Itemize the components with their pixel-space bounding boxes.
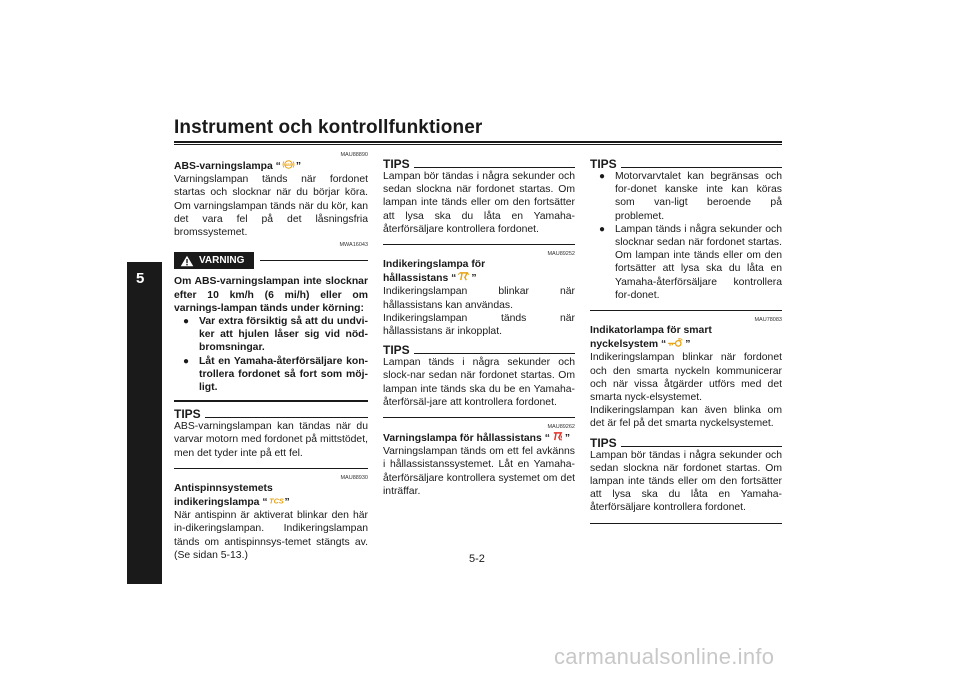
tips-label: TIPS [590,157,617,171]
warning-bullet [180,315,368,355]
tcs-heading-line1: Antispinnsystemets [174,482,273,494]
tips-body: Lampan bör tändas i några sekunder och sedan slockna när fordonet startas. Om lampan inte tänds eller om den fortsätter att lysa ska du låta en Yamaha-återförsäljare kontrollera fordonet. [383,171,575,235]
hold-body-2: Indikeringslampan tänds när hållassistans är inkopplat. [383,312,575,338]
warning-rule [260,260,368,261]
tips-header [590,158,782,170]
header-rule-thin [174,144,782,145]
bullet-dot-icon: ● [183,316,190,328]
bullet-dot-icon: ● [599,171,606,182]
hold-heading-line1: Indikeringslampa för [383,259,486,271]
tcs-heading-text: indikeringslampa “ [174,497,268,509]
smartkey-heading-text: nyckelsystem “ [590,339,667,351]
hold-assist-warning-icon [551,431,564,442]
tips-end-rule [383,244,575,245]
hold-heading-close: ” [471,273,477,285]
tips-rule [414,167,575,168]
tips-body: Lampan tänds i några sekunder och slock-nar sedan när fordonet startas. Om lampan inte tänds ska du be en Yamaha-återförsäl-jare att kontrollera fordonet. [383,357,575,408]
tips-rule [205,417,368,418]
tips-end-rule [590,523,782,524]
hold-body-1: Indikeringslampan blinkar när hållassistans kan användas. [383,286,575,311]
warning-code: MWA16043 [339,242,368,249]
chapter-number: 5 [136,270,145,287]
tips-header [174,408,368,420]
tips-label: TIPS [383,157,410,171]
warning-label: VARNING [199,255,245,267]
smartkey-heading-line1: Indikatorlampa för smart [590,325,712,337]
tcs-body: När antispinn är aktiverat blinkar den här in-dikeringslampan. Indikeringslampan tänds om antispinnsys-temet stängts av. (Se sidan 5-13.) [174,510,368,561]
tips-body: ABS-varningslampan kan tändas när du varvar motorn med fordonet på mittstödet, men det tyder inte på ett fel. [174,421,368,459]
warning-header [174,252,368,269]
warning-text: Om ABS-varningslampan inte slocknar efter 10 km/h (6 mi/h) eller om varnings-lampan tänds under körning: [174,276,368,314]
column-1 [174,150,368,562]
column-3 [590,158,782,530]
warning-badge [174,252,254,269]
tips-label: TIPS [174,407,201,422]
section-code: MAU88890 [340,152,368,158]
abs-heading-text: ABS-varningslampa “ [174,161,281,172]
section-code: MAU88930 [340,474,368,481]
section-code: MAU89252 [547,251,575,258]
warning-triangle-icon [180,255,194,267]
page-title: Instrument och kontrollfunktioner [174,117,483,138]
abs-heading [174,159,368,173]
tcs-heading-close: ” [284,497,290,509]
warning-bullet-text: Var extra försiktig så att du undvi-ker att hjulen låser sig vid nöd-bromsningar. [199,316,368,354]
abs-body: Varningslampan tänds när fordonet startas och slocknar när du börjar köra. Om varningslampan tänds när du kör, kan det vara fel på det låsningsfria bromssystemet. [174,174,368,239]
tips-label: TIPS [590,435,617,450]
section-code: MAU89262 [547,424,575,431]
tips-bullet-text: Lampan tänds i några sekunder och slocknar sedan när fordonet startas. Om lampan inte tänds eller om den fortsätter att lysa ska du låta en Yamaha-återförsäljare kontrollera for-donet. [615,223,782,301]
tips-end-rule [590,310,782,311]
tcs-indicator-icon [269,495,284,506]
tips-rule [621,446,782,447]
holdwarn-heading [383,431,575,445]
section-code: MAU78083 [754,317,782,324]
page-number: 5-2 [469,553,485,565]
bullet-dot-icon: ● [599,223,606,235]
tips-label: TIPS [383,343,410,358]
tips-body: Lampan bör tändas i några sekunder och sedan slockna när fordonet startas. Om lampan inte tänds eller om den fortsätter att lysa ska du låta en Yamaha-återförsäljare kontrollera fordonet. [590,449,782,514]
smartkey-heading-close: ” [685,339,691,351]
tips-rule [621,167,782,168]
smartkey-heading [590,337,782,351]
smartkey-body-1: Indikeringslampan blinkar när fordonet och den smarta nyckeln kommunicerar och när vissa åtgärder utförs med det smarta nyck-elsystemet. [590,352,782,404]
warning-bullet [180,355,368,395]
holdwarn-body: Varningslampan tänds om ett fel avkänns i hållassistanssystemet. Låt en Yamaha-återförsäljare kontrollera systemet om det inträffar. [383,446,575,497]
abs-warning-icon [282,159,295,170]
tips-end-rule [174,468,368,469]
smart-key-icon [667,337,684,348]
tips-header [383,344,575,356]
tips-rule [414,353,575,354]
holdwarn-heading-text: Varningslampa för hållassistans “ [383,433,550,445]
hold-heading [383,271,575,285]
tips-header [383,158,575,170]
chapter-tab [127,262,162,584]
smartkey-body-2: Indikeringslampan kan även blinka om det är fel på det smarta nyckelsystemet. [590,405,782,430]
warning-end-rule [174,400,368,402]
header-rule [174,141,782,143]
abs-heading-close: ” [295,161,302,172]
hold-assist-indicator-icon [457,271,470,282]
bullet-dot-icon: ● [183,355,190,367]
tips-header [590,437,782,449]
holdwarn-heading-close: ” [564,433,571,445]
svg-text:TCS: TCS [268,496,284,506]
warning-bullet-text: Låt en Yamaha-återförsäljare kon-trollera fordonet så fort som möj-ligt. [199,355,368,394]
watermark: carmanualsonline.info [554,644,775,669]
svg-text:ABS: ABS [284,162,292,167]
tips-bullet [596,223,782,302]
warning-body [174,275,368,394]
hold-heading-text: hållassistans “ [383,273,457,285]
tcs-heading [174,495,368,509]
tips-bullet [596,170,782,223]
tips-end-rule [383,417,575,418]
tips-bullet-text: Motorvarvtalet kan begränsas och for-donet kanske inte kan köras som van-ligt beroende på problemet. [615,171,782,222]
column-2 [383,158,575,498]
